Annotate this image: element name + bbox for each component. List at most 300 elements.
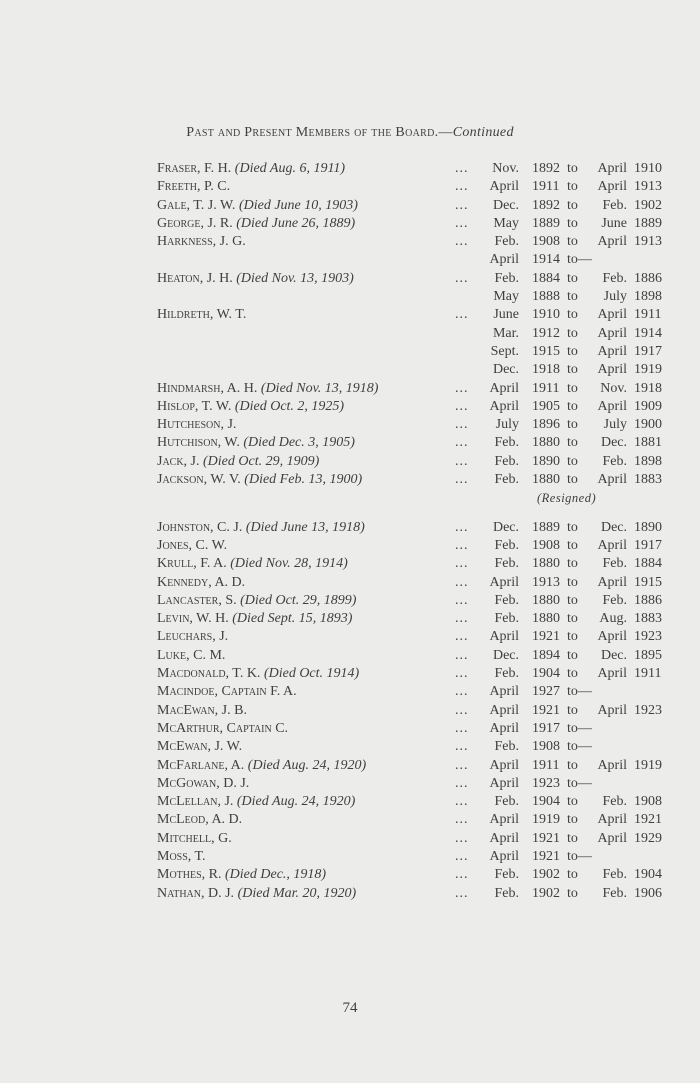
start-month: June [493,307,519,323]
start-month: April [489,757,519,773]
member-row [0,830,700,848]
member-name-text: Levin, W. H. [157,611,229,627]
death-note: (Died Nov. 28, 1914) [230,556,348,572]
end-month: April [597,830,627,846]
leader-dots: ... [455,574,469,590]
start-year: 1902 [532,867,560,883]
member-row [0,197,700,215]
start-year: 1880 [532,472,560,488]
to-word: to [567,343,578,359]
member-name [157,398,344,416]
to-word: to [567,270,578,286]
member-name [157,453,319,471]
end-year: 1915 [634,574,662,590]
start-month: April [489,252,519,268]
to-word: to [567,757,578,773]
member-row [0,471,700,489]
end-year: 1884 [634,556,662,572]
start-year: 1921 [532,702,560,718]
member-row [0,380,700,398]
leader-dots: ... [455,161,469,176]
end-year: 1886 [634,592,662,608]
heading-continued: Continued [452,125,514,140]
member-row [0,628,700,646]
start-year: 1927 [532,684,560,700]
start-year: 1884 [532,270,560,286]
end-month: April [597,574,627,590]
member-name [157,665,359,683]
death-note: (Died Aug. 24, 1920) [236,794,356,810]
end-month: Nov. [600,380,627,396]
death-note: (Died Mar. 20, 1920) [237,885,357,901]
end-year: 1919 [634,362,662,378]
start-month: April [489,720,519,736]
start-month: April [489,574,519,590]
to-word: to [567,215,578,231]
leader-dots: ... [455,812,469,828]
to-word: to [567,398,578,414]
death-note: (Died June 13, 1918) [245,519,365,535]
to-word: to [567,885,578,901]
member-row [0,775,700,793]
page-number: 74 [342,1000,358,1016]
end-year: 1911 [634,666,662,682]
end-month: Feb. [602,592,627,608]
member-name [157,471,362,489]
member-row [0,306,700,324]
end-month: Feb. [602,270,627,286]
heading-title: Past and Present Members of the Board.— [186,125,453,140]
start-month: April [489,684,519,700]
member-row [0,738,700,756]
end-year: 1911 [634,307,662,323]
end-year: 1908 [634,794,662,810]
start-month: Feb. [494,556,519,572]
member-name [157,592,356,610]
to-word: to [567,867,578,883]
member-row [0,647,700,665]
member-name-text: MacEwan, J. B. [157,702,247,718]
start-year: 1921 [532,629,560,645]
end-month: April [597,362,627,378]
member-row [0,866,700,884]
to-word: to [567,666,578,682]
start-year: 1911 [532,380,560,396]
start-year: 1915 [532,343,560,359]
end-year: 1900 [634,417,662,433]
end-year: 1886 [634,270,662,286]
member-row [0,343,700,361]
start-year: 1892 [532,161,560,176]
member-name [157,830,232,848]
member-row [0,720,700,738]
member-name-text: Macdonald, T. K. [157,666,261,682]
to-word: to [567,537,578,553]
to-word: to— [567,684,592,700]
end-month: Feb. [602,197,627,213]
leader-dots: ... [455,179,469,195]
to-word: to [567,472,578,488]
member-row [0,848,700,866]
member-name-text: George, J. R. [157,215,233,231]
member-name-text: Moss, T. [157,848,206,864]
start-month: May [493,289,519,305]
leader-dots: ... [455,270,469,286]
start-month: April [489,812,519,828]
end-month: April [597,234,627,250]
end-month: April [597,472,627,488]
start-year: 1910 [532,307,560,323]
member-name [157,555,348,573]
start-year: 1911 [532,179,560,195]
leader-dots: ... [455,794,469,810]
start-month: April [489,702,519,718]
start-year: 1911 [532,757,560,773]
death-note: (Died June 10, 1903) [238,197,358,213]
member-name [157,848,206,866]
member-name [157,519,365,537]
leader-dots: ... [455,702,469,718]
leader-dots: ... [455,398,469,414]
start-year: 1889 [532,215,560,231]
end-year: 1917 [634,537,662,553]
member-name [157,270,354,288]
to-word: to [567,574,578,590]
end-month: April [597,537,627,553]
death-note: (Died Aug. 24, 1920) [247,757,367,773]
member-row [0,434,700,452]
member-name-text: Hutchison, W. [157,435,240,451]
member-name [157,738,242,756]
end-year: 1890 [634,519,662,535]
start-month: Feb. [494,270,519,286]
leader-dots: ... [455,234,469,250]
member-name [157,683,297,701]
start-year: 1890 [532,453,560,469]
end-month: April [597,325,627,341]
member-name-text: Mitchell, G. [157,830,232,846]
member-name-text: Krull, F. A. [157,556,227,572]
end-year: 1895 [634,647,662,663]
death-note: (Died Sept. 15, 1893) [232,611,353,627]
member-name-text: Jackson, W. V. [157,472,241,488]
to-word: to [567,794,578,810]
member-row [0,665,700,683]
death-note: (Died June 26, 1889) [236,215,356,231]
member-name-text: Hutcheson, J. [157,417,237,433]
member-row [0,702,700,720]
member-name [157,178,230,196]
member-row [0,270,700,288]
end-year: 1919 [634,757,662,773]
end-year: 1914 [634,325,662,341]
start-month: Mar. [492,325,519,341]
start-month: Nov. [492,161,519,176]
member-row [0,537,700,555]
member-name [157,610,352,628]
start-month: Feb. [494,885,519,901]
to-word: to [567,161,578,176]
member-row [0,251,700,269]
end-month: April [597,161,627,176]
leader-dots: ... [455,592,469,608]
member-name-text: McArthur, Captain C. [157,720,289,736]
member-name-text: McLellan, J. [157,794,234,810]
end-month: Feb. [602,794,627,810]
leader-dots: ... [455,611,469,627]
to-word: to [567,556,578,572]
member-name [157,160,345,178]
member-name [157,380,378,398]
start-year: 1896 [532,417,560,433]
leader-dots: ... [455,885,469,901]
leader-dots: ... [455,537,469,553]
death-note: (Died Dec., 1918) [225,867,327,883]
leader-dots: ... [455,647,469,663]
member-name [157,416,236,434]
end-year: 1913 [634,234,662,250]
leader-dots: ... [455,435,469,451]
to-word: to [567,453,578,469]
member-row [0,811,700,829]
members-list [0,160,700,903]
end-month: Feb. [602,453,627,469]
end-month: Dec. [600,519,627,535]
end-year: 1906 [634,885,662,901]
member-row [0,574,700,592]
member-name [157,574,245,592]
member-row [0,610,700,628]
death-note: (Died Dec. 3, 1905) [243,435,355,451]
member-name-text: Mothes, R. [157,867,222,883]
member-row [0,592,700,610]
resigned-row [0,489,700,507]
end-year: 1909 [634,398,662,414]
resigned-note: (Resigned) [537,491,597,506]
member-name [157,885,356,903]
leader-dots: ... [455,830,469,846]
leader-dots: ... [455,519,469,535]
to-word: to [567,592,578,608]
start-month: May [493,215,519,231]
end-year: 1898 [634,453,662,469]
end-month: June [601,215,627,231]
start-month: Dec. [492,519,519,535]
to-word: to [567,647,578,663]
start-month: Dec. [492,197,519,213]
end-year: 1883 [634,611,662,627]
start-month: Feb. [494,739,519,755]
member-name-text: Heaton, J. H. [157,270,233,286]
end-year: 1898 [634,289,662,305]
member-row [0,453,700,471]
start-year: 1917 [532,720,560,736]
start-year: 1914 [532,252,560,268]
start-year: 1913 [532,574,560,590]
death-note: (Died Oct. 29, 1909) [203,453,320,469]
end-year: 1918 [634,380,662,396]
start-year: 1908 [532,234,560,250]
start-month: Feb. [494,867,519,883]
to-word: to [567,830,578,846]
leader-dots: ... [455,629,469,645]
member-row [0,793,700,811]
start-year: 1923 [532,775,560,791]
leader-dots: ... [455,556,469,572]
to-word: to [567,380,578,396]
member-row [0,178,700,196]
end-year: 1921 [634,812,662,828]
to-word: to [567,179,578,195]
start-year: 1919 [532,812,560,828]
to-word: to [567,234,578,250]
member-name-text: McEwan, J. W. [157,739,243,755]
member-name-text: Luke, C. M. [157,647,226,663]
start-month: Feb. [494,592,519,608]
member-name [157,197,358,215]
start-month: April [489,629,519,645]
start-year: 1880 [532,556,560,572]
to-word: to [567,362,578,378]
start-year: 1889 [532,519,560,535]
member-name-text: Fraser, F. H. [157,161,232,176]
death-note: (Died Oct. 29, 1899) [240,592,357,608]
start-month: April [489,380,519,396]
end-year: 1917 [634,343,662,359]
start-year: 1880 [532,435,560,451]
to-word: to [567,611,578,627]
start-year: 1921 [532,848,560,864]
member-name-text: Hindmarsh, A. H. [157,380,258,396]
end-month: Feb. [602,556,627,572]
end-month: Dec. [600,647,627,663]
end-month: April [597,307,627,323]
to-word: to [567,417,578,433]
member-name [157,537,227,555]
member-name-text: Harkness, J. G. [157,234,246,250]
leader-dots: ... [455,720,469,736]
leader-dots: ... [455,472,469,488]
member-name [157,233,246,251]
start-month: April [489,848,519,864]
end-month: July [603,289,627,305]
start-year: 1918 [532,362,560,378]
start-month: Sept. [490,343,519,359]
end-month: Feb. [602,867,627,883]
to-word: to [567,197,578,213]
end-year: 1889 [634,215,662,231]
member-row [0,555,700,573]
member-name-text: Jones, C. W. [157,537,228,553]
to-word: to [567,289,578,305]
start-year: 1902 [532,885,560,901]
end-month: April [597,343,627,359]
member-name-text: McLeod, A. D. [157,812,243,828]
start-month: April [489,775,519,791]
member-name-text: Freeth, P. C. [157,179,231,195]
member-name [157,757,366,775]
start-month: April [489,830,519,846]
start-month: Feb. [494,435,519,451]
member-row [0,160,700,178]
member-name [157,628,228,646]
member-name [157,775,249,793]
leader-dots: ... [455,775,469,791]
member-name-text: Nathan, D. J. [157,885,235,901]
leader-dots: ... [455,684,469,700]
leader-dots: ... [455,666,469,682]
to-word: to [567,325,578,341]
start-month: April [489,398,519,414]
death-note: (Died Aug. 6, 1911) [234,161,346,176]
end-month: April [597,702,627,718]
to-word: to [567,435,578,451]
to-word: to [567,629,578,645]
start-year: 1888 [532,289,560,305]
start-month: July [495,417,519,433]
death-note: (Died Feb. 13, 1900) [244,472,363,488]
member-row [0,683,700,701]
to-word: to— [567,720,592,736]
end-month: April [597,666,627,682]
member-name [157,434,355,452]
start-year: 1904 [532,666,560,682]
member-name [157,647,225,665]
member-row [0,885,700,903]
to-word: to [567,812,578,828]
start-year: 1912 [532,325,560,341]
end-month: April [597,812,627,828]
to-word: to— [567,775,592,791]
member-name [157,215,355,233]
member-name [157,306,246,324]
member-name-text: McGowan, D. J. [157,775,250,791]
to-word: to [567,519,578,535]
end-year: 1910 [634,161,662,176]
leader-dots: ... [455,417,469,433]
start-month: Dec. [492,362,519,378]
member-name [157,866,326,884]
page-heading [0,125,700,141]
death-note: (Died Oct. 1914) [263,666,360,682]
end-month: July [603,417,627,433]
end-month: April [597,757,627,773]
leader-dots: ... [455,307,469,323]
end-year: 1929 [634,830,662,846]
member-row [0,288,700,306]
start-month: Feb. [494,234,519,250]
member-name [157,702,247,720]
start-year: 1908 [532,537,560,553]
member-name-text: Hislop, T. W. [157,398,232,414]
member-name-text: Jack, J. [157,453,200,469]
leader-dots: ... [455,867,469,883]
end-year: 1923 [634,629,662,645]
member-row [0,325,700,343]
member-row [0,233,700,251]
member-name [157,720,288,738]
member-name-text: Kennedy, A. D. [157,574,246,590]
start-year: 1880 [532,611,560,627]
member-name-text: Macindoe, Captain F. A. [157,684,297,700]
leader-dots: ... [455,739,469,755]
start-year: 1905 [532,398,560,414]
end-month: April [597,398,627,414]
end-month: Feb. [602,885,627,901]
to-word: to [567,702,578,718]
start-month: Dec. [492,647,519,663]
death-note: (Died Nov. 13, 1918) [260,380,379,396]
